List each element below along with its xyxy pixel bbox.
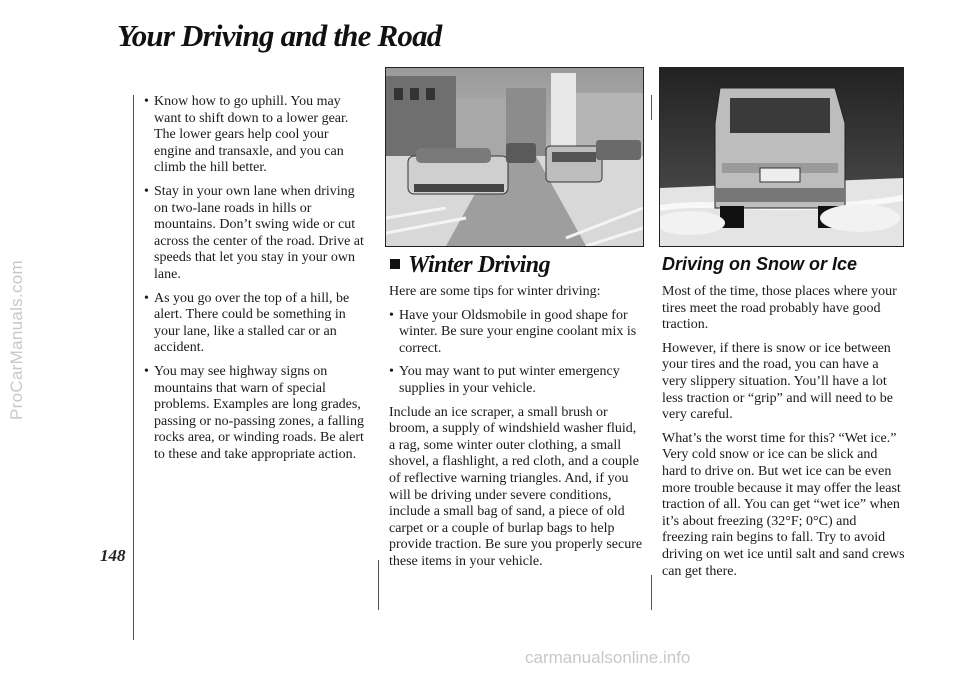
middle-column-rule	[378, 560, 379, 610]
middle-column	[389, 284, 645, 578]
paragraph: What’s the worst time for this? “Wet ice.” Very cold snow or ice can be slick and hard to drive on. But wet ice can be even more trouble because it may offer the least traction of all. You can get “wet ice” when it’s about freezing (32°F; 0°C) and freezing rain begins to fall. Try to avoid driving on wet ice until salt and sand crews can get there.	[662, 430, 905, 579]
winter-intro: Here are some tips for winter driving:	[389, 284, 601, 299]
right-column-rule-bottom	[651, 575, 652, 610]
section-square-icon	[390, 259, 400, 269]
paragraph: However, if there is snow or ice between your tires and the road, you can have a very slippery situation. You’ll have a lot less traction or “grip” and will need to be very careful.	[662, 340, 893, 423]
uphill-tips-list	[144, 94, 366, 463]
list-item: • Stay in your own lane when driving on two-lane roads in hills or mountains. Don’t swing wide or cut across the center of the road. Drive at speeds that let you stay in your own lane.	[144, 184, 366, 284]
page-number: 148	[100, 546, 126, 565]
winter-supplies-paragraph: Include an ice scraper, a small brush or broom, a supply of windshield washer fluid, a rag, some winter outer clothing, a small shovel, a flashlight, a red cloth, and a couple of reflective warning triangles. And, if you will be driving under severe conditions, include a small bag of sand, a piece of old carpet or a couple of burlap bags to help provide traction. Be sure you properly secure these items in your vehicle.	[389, 404, 643, 569]
list-item: • Have your Oldsmobile in good shape for winter. Be sure your engine coolant mix is correct.	[389, 308, 645, 358]
winter-street-photo	[385, 67, 644, 247]
paragraph: Most of the time, those places where your tires meet the road probably have good traction.	[662, 284, 897, 333]
winter-driving-heading	[390, 252, 550, 279]
list-item: • Know how to go uphill. You may want to shift down to a lower gear. The lower gears help cool your engine and transaxle, and you can climb the hill better.	[144, 94, 366, 177]
side-watermark-text: ProCarManuals.com	[7, 259, 26, 421]
side-watermark	[2, 190, 32, 490]
van-in-snow-illustration	[660, 68, 903, 246]
left-column	[144, 94, 366, 470]
right-column-rule	[651, 95, 652, 120]
right-column	[662, 284, 905, 587]
winter-street-illustration	[386, 68, 643, 246]
bottom-watermark: carmanualsonline.info	[525, 648, 691, 667]
list-item: • As you go over the top of a hill, be alert. There could be something in your lane, like a stalled car or an accident.	[144, 291, 366, 357]
winter-tips-list	[389, 308, 645, 398]
left-margin-rule	[133, 95, 134, 640]
winter-driving-heading-text: Winter Driving	[408, 252, 551, 278]
snow-ice-heading: Driving on Snow or Ice	[662, 254, 858, 274]
list-item: • You may see highway signs on mountains that warn of special problems. Examples are long grades, passing or no-passing zones, a falling rocks area, or winding roads. Be alert to these and take appropriate action.	[144, 364, 366, 464]
van-in-snow-photo	[659, 67, 904, 247]
list-item: • You may want to put winter emergency supplies in your vehicle.	[389, 364, 645, 397]
page-title: Your Driving and the Road	[117, 18, 442, 53]
